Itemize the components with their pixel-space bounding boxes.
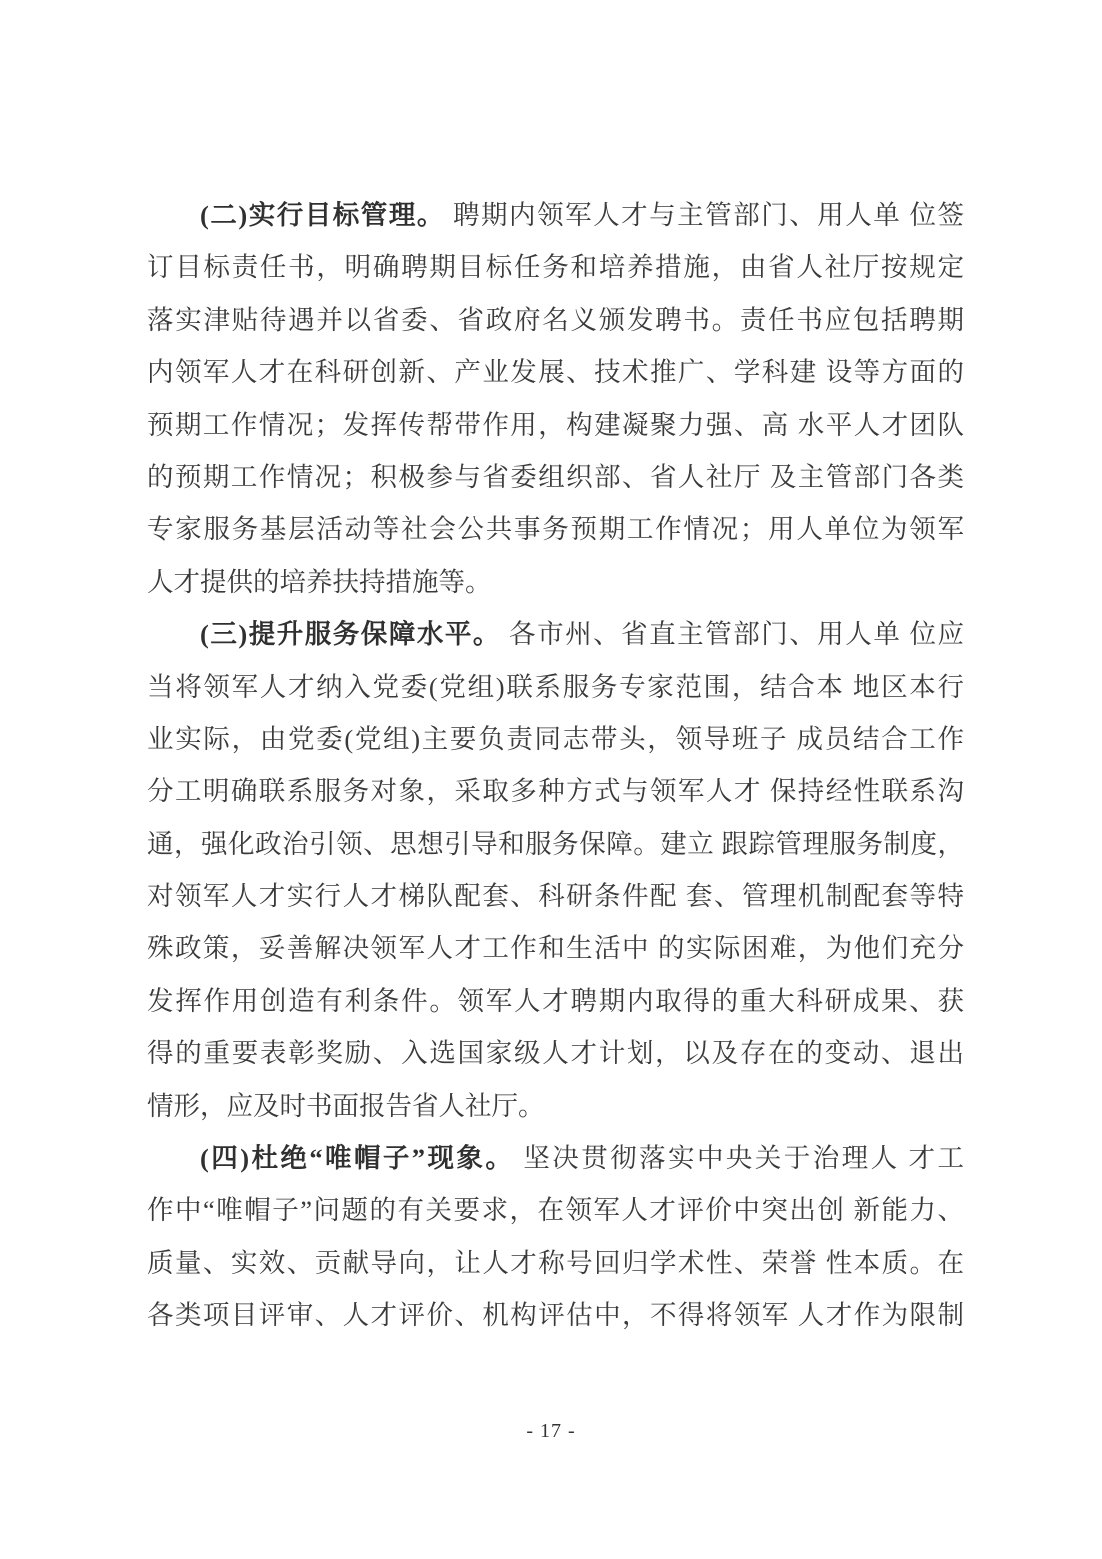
text-line: 业实际，由党委(党组)主要负责同志带头，领导班子 成员结合工作: [147, 723, 964, 754]
text-line: 情形，应及时书面报告省人社厅。: [147, 1090, 545, 1121]
text-line: 作中“唯帽子”问题的有关要求，在领军人才评价中突出创 新能力、: [147, 1195, 964, 1226]
text-line: 订目标责任书，明确聘期目标任务和培养措施，由省人社厅按规定: [147, 252, 964, 283]
text-line: 落实津贴待遇并以省委、省政府名义颁发聘书。责任书应包括聘期: [147, 304, 964, 335]
text-line: 发挥作用创造有利条件。领军人才聘期内取得的重大科研成果、获: [147, 985, 964, 1016]
text-run: 各市州、省直主管部门、用人单 位应: [500, 619, 964, 650]
text-line: 人才提供的培养扶持措施等。: [147, 566, 492, 597]
section-heading: (四)杜绝“唯帽子”现象。: [200, 1143, 515, 1174]
text-line: 内领军人才在科研创新、产业发展、技术推广、学科建 设等方面的: [147, 357, 964, 388]
text-line: 各类项目评审、人才评价、机构评估中，不得将领军 人才作为限制: [147, 1300, 964, 1331]
text-line: 通，强化政治引领、思想引导和服务保障。建立 跟踪管理服务制度，: [147, 828, 964, 859]
text-run: 聘期内领军人才与主管部门、用人单 位签: [444, 200, 964, 230]
text-line: 质量、实效、贡献导向，让人才称号回归学术性、荣誉 性本质。在: [147, 1247, 964, 1278]
paragraph-section-4: [147, 1132, 964, 1342]
text-line: 专家服务基层活动等社会公共事务预期工作情况；用人单位为领军: [147, 514, 964, 545]
text-line: 的预期工作情况；积极参与省委组织部、省人社厅 及主管部门各类: [147, 461, 964, 492]
text-line: 得的重要表彰奖励、入选国家级人才计划，以及存在的变动、退出: [147, 1038, 964, 1069]
section-heading: (二)实行目标管理。: [200, 200, 445, 230]
text-line: 分工明确联系服务对象，采取多种方式与领军人才 保持经性联系沟: [147, 776, 964, 807]
text-line: 对领军人才实行人才梯队配套、科研条件配 套、管理机制配套等特: [147, 881, 964, 912]
page-content: [147, 189, 964, 1342]
text-run: 坚决贯彻落实中央关于治理人 才工: [514, 1143, 964, 1174]
page-number: - 17 -: [526, 1420, 576, 1442]
page-footer: [0, 1416, 1102, 1446]
section-heading: (三)提升服务保障水平。: [200, 619, 501, 650]
text-line: [147, 608, 964, 660]
text-line: 预期工作情况；发挥传帮带作用，构建凝聚力强、高 水平人才团队: [147, 409, 964, 440]
text-line: [147, 1132, 964, 1184]
text-line: 当将领军人才纳入党委(党组)联系服务专家范围，结合本 地区本行: [147, 671, 964, 702]
paragraph-section-3: [147, 608, 964, 1132]
paragraph-section-2: [147, 189, 964, 608]
text-line: [147, 189, 964, 241]
text-line: 殊政策，妥善解决领军人才工作和生活中 的实际困难，为他们充分: [147, 933, 964, 964]
